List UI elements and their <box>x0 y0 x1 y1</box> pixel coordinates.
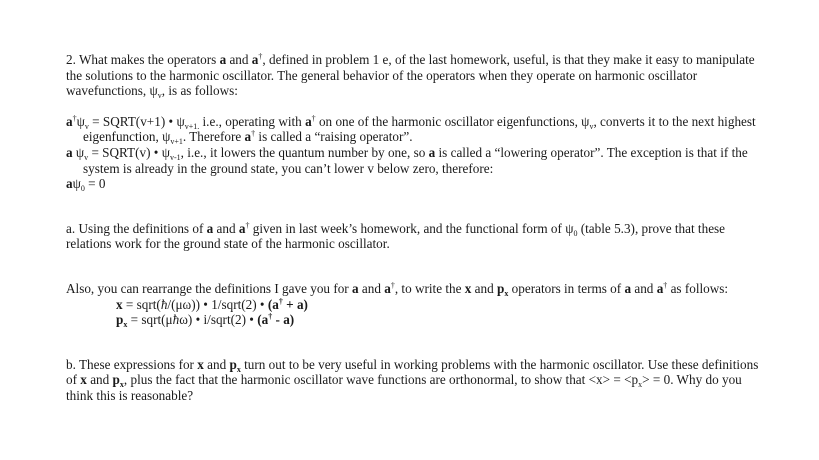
also-paragraph: Also, you can rearrange the definitions I gave you for a and a†, to write the x and $p_x$ operators in terms of a and a† as follows: <box>66 280 729 298</box>
x-operator-equation: x = sqrt(ħ/(μω)) • 1/sqrt(2) • (a† + a) <box>116 296 308 312</box>
raising-operator-definition: $a^\dagger\psi_v$ = SQRT(v+1) • $\psi_{v+1.}$ i.e., operating with a† on one of the harmonic oscillator eigenfunctions, $\psi_v$, converts it to the next highest eigenfunction, $\psi_{v+1}$. Therefore a† is called a “raising operator”. <box>66 113 756 147</box>
part-a: a. Using the definitions of a and a† given in last week’s homework, and the functional form of $\psi_0$ (table 5.3), prove that these relations work for the ground state of the harmonic oscillator. <box>66 220 726 252</box>
part-b: b. These expressions for x and $p_x$ turn out to be very useful in working problems with the harmonic oscillator. Use these definitions of x and $p_x$, plus the fact that the harmonic oscillator wave functions are orthonormal, to show that $<x> = <p_x> = 0$. Why do you think this is reasonable? <box>66 356 759 403</box>
ground-state-equation: $a\psi_0 = 0$ <box>66 176 106 194</box>
document-page <box>66 52 766 404</box>
lowering-operator-definition: a $\psi_v$ = SQRT(v) • $\psi_{v-1}$, i.e., it lowers the quantum number by one, so a is called a “lowering operator”. The exception is that if the system is already in the ground state, you can’t lower v below zero, therefore: <box>66 144 748 176</box>
p-operator-equation: $p_x$ = sqrt(μħω) • i/sqrt(2) • (a† - a) <box>116 312 295 330</box>
problem-intro: 2. What makes the operators a and a†, defined in problem 1 e, of the last homework, useful, is that they make it easy to manipulate the solutions to the harmonic oscillator. The general behavior of the operators when they operate on harmonic oscillator wavefunctions, $\psi_v$, is as follows: <box>66 52 755 101</box>
